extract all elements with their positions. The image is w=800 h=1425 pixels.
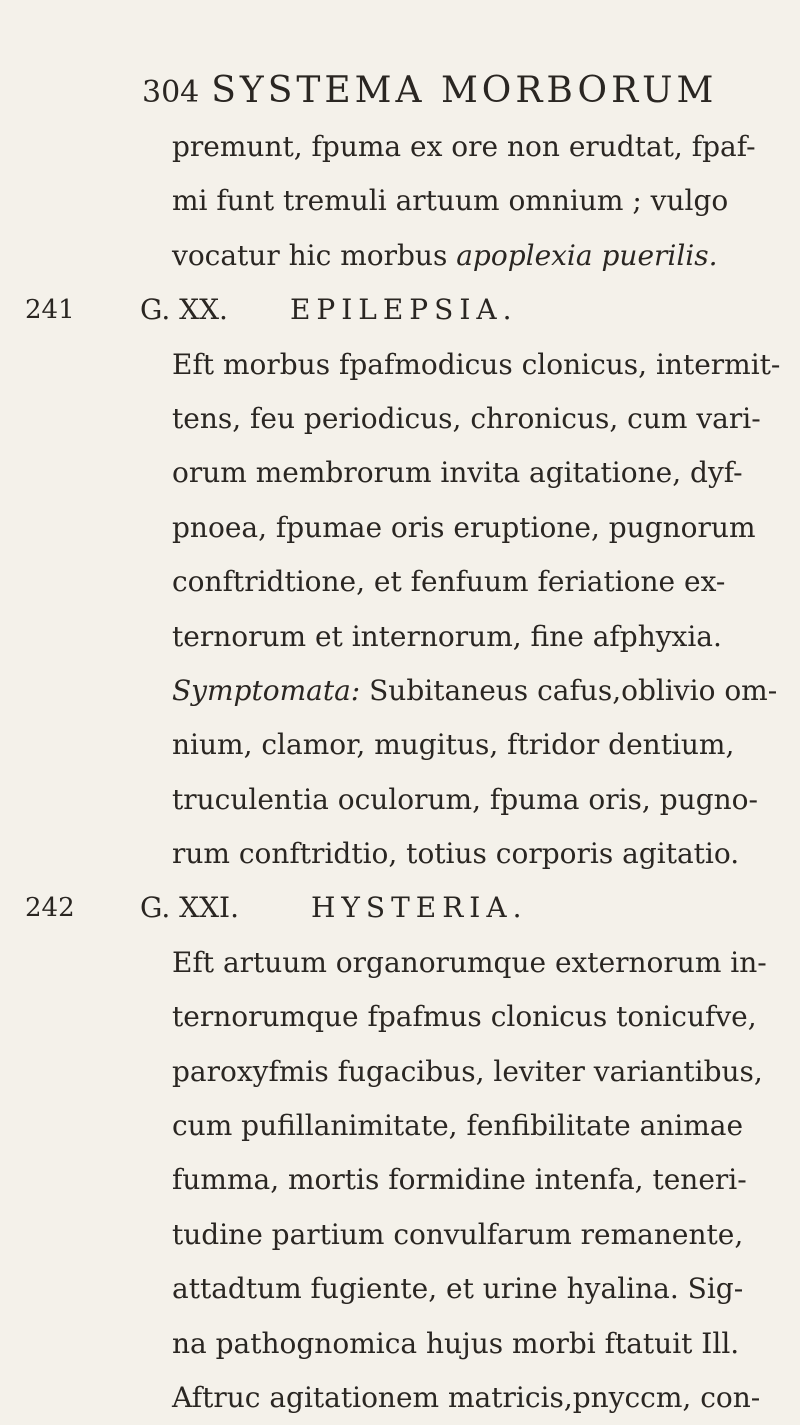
- line-text: ternorumque fpafmus clonicus tonicufve,: [172, 1000, 757, 1034]
- line-text: premunt, fpuma ex ore non erudtat, fpaf-: [172, 130, 756, 163]
- section-title: EPILEPSIA.: [289, 293, 518, 327]
- text-line: [140, 501, 780, 555]
- text-line: [140, 718, 780, 772]
- line-text: tudine partium convulfarum remanente,: [172, 1217, 744, 1251]
- text-line: [140, 1371, 780, 1425]
- text-line: [140, 446, 780, 500]
- line-text: attadtum fugiente, et urine hyalina. Sig-: [172, 1272, 744, 1306]
- text-line: [140, 664, 780, 718]
- section-number: 241: [25, 295, 75, 326]
- line-text: vocatur hic morbus: [172, 238, 457, 272]
- section-heading: [25, 881, 780, 935]
- line-text: na pathognomica hujus morbi ftatuit Ill.: [172, 1326, 740, 1360]
- line-text: rum conftridtio, totius corporis agitatio.: [172, 837, 740, 871]
- running-header: [142, 70, 717, 111]
- line-text: mi funt tremuli artuum omnium ; vulgo: [172, 184, 729, 218]
- line-text: paroxyfmis fugacibus, leviter variantibus,: [172, 1054, 763, 1088]
- italic-term: Symptomata:: [172, 673, 361, 707]
- text-line: [140, 229, 780, 283]
- body-text: [25, 120, 781, 1425]
- line-text: conftridtione, et fenfuum feriatione ex-: [172, 565, 726, 599]
- text-line: [140, 1262, 780, 1316]
- text-line: [140, 1045, 780, 1099]
- genus-code: G. XXI.: [140, 891, 239, 925]
- section-heading: [25, 283, 780, 337]
- line-text: truculentia oculorum, fpuma oris, pugno-: [172, 782, 758, 816]
- line-text: cum pufillanimitate, fenfibilitate animae: [172, 1109, 744, 1143]
- text-line: [140, 1099, 780, 1153]
- text-line: [140, 1153, 780, 1207]
- text-line: [140, 827, 780, 881]
- running-title: SYSTEMA MORBORUM: [211, 70, 718, 111]
- text-line: [140, 610, 780, 664]
- line-text: pnoea, fpumae oris eruptione, pugnorum: [172, 510, 756, 544]
- text-line: [140, 555, 780, 609]
- text-line: [140, 773, 780, 827]
- section-number: 242: [25, 893, 75, 924]
- text-line: [140, 174, 780, 228]
- text-line: [140, 1317, 780, 1371]
- line-text: nium, clamor, mugitus, ftridor dentium,: [172, 728, 735, 762]
- text-line: [140, 990, 780, 1044]
- line-text: Aftruc agitationem matricis,pnyccm, con-: [172, 1380, 761, 1414]
- text-line: [140, 392, 780, 446]
- section-title: HYSTERIA.: [311, 891, 528, 925]
- line-text: Eft morbus fpafmodicus clonicus, intermit-: [172, 347, 781, 381]
- text-line: [140, 936, 780, 990]
- genus-code: G. XX.: [140, 293, 228, 327]
- line-text: tens, feu periodicus, chronicus, cum vari-: [172, 401, 761, 435]
- italic-term: apoplexia puerilis.: [456, 238, 718, 272]
- text-line: [140, 120, 780, 174]
- text-line: [140, 338, 780, 392]
- line-text: orum membrorum invita agitatione, dyf-: [172, 456, 743, 490]
- page-number: 304: [142, 75, 200, 110]
- line-text: Eft artuum organorumque externorum in-: [172, 945, 767, 979]
- text-line: [140, 1208, 780, 1262]
- line-text: ternorum et internorum, fine afphyxia.: [172, 619, 722, 653]
- line-text: fumma, mortis formidine intenfa, teneri-: [172, 1163, 747, 1197]
- line-text: Subitaneus cafus,oblivio om-: [360, 673, 778, 707]
